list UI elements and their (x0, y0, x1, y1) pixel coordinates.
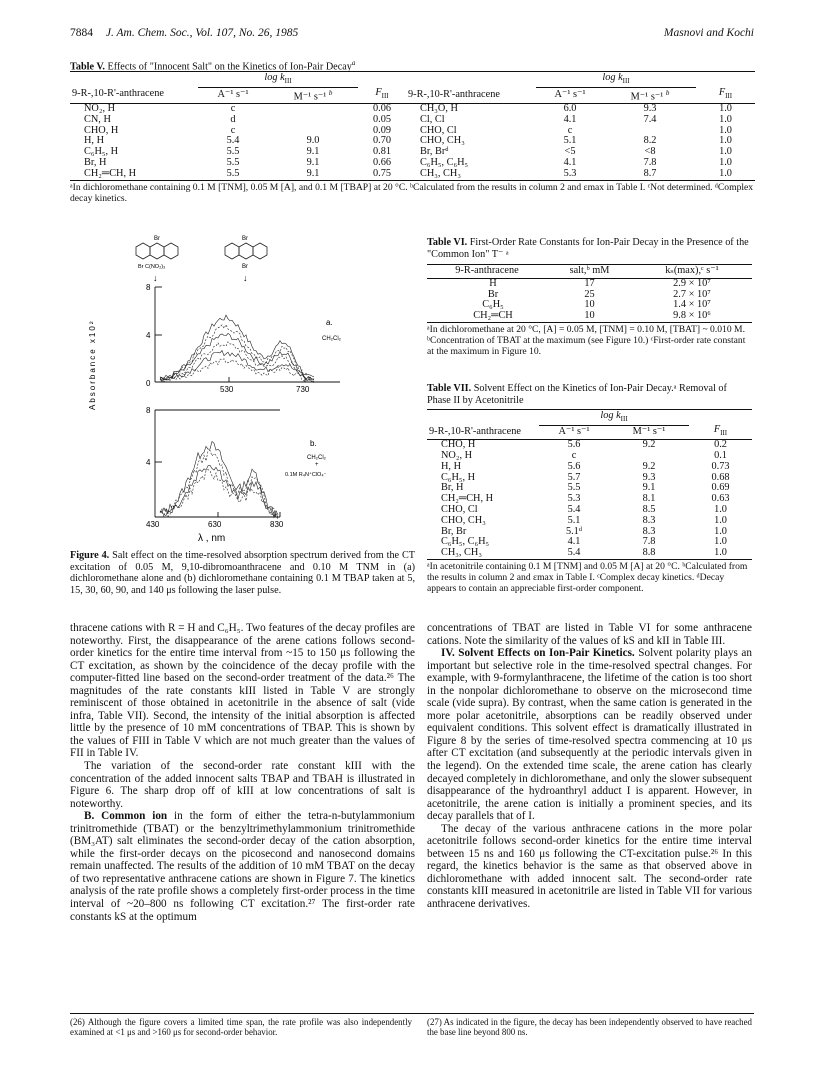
right-paragraph-3: The decay of the various anthracene cations in the more polar acetonitrile follows second-order kinetics for the entire time interval between 15 ns and 160 μs following the CT-excitation pulse.²⁶ In this regard, the kinetics behavior is the same as that observed above in dichloromethane with added innocent salt. The second-order rate constants kIII measured in acetonitrile are listed in Table VII for various anthracene derivatives. (427, 822, 752, 911)
table5-cell: 9.1 (306, 167, 320, 179)
table6-cell: H (489, 277, 497, 289)
table5-cell: 9.1 (306, 157, 320, 169)
table5-cell: 0.66 (372, 157, 392, 169)
table5-cell: CH₃, CH₃ (420, 167, 461, 179)
table7-cell: 7.8 (642, 536, 656, 548)
a-xtick-730: 730 (296, 385, 310, 394)
table5-cell: CHO, Cl (420, 124, 457, 136)
table5-cell: 9.3 (643, 103, 657, 115)
table5-cell: 1.0 (719, 167, 732, 179)
panel-b-label: b. (310, 439, 317, 448)
table7-cell: H, H (441, 460, 462, 472)
table6-caption: Table VI. First-Order Rate Constants for Ion-Pair Decay in the Presence of the "Common Ion" T⁻ ᵃ (427, 237, 749, 260)
table5-cell: CN, H (84, 113, 111, 125)
table5-cell: 9.1 (306, 146, 320, 158)
table5-cell: C₆H₅, H (84, 146, 119, 158)
panel-a-label: a. (326, 318, 333, 327)
arrow-down-left: ↓ (153, 273, 158, 283)
table7-cell: CH₃, CH₃ (441, 547, 482, 559)
table6-cell: Br (487, 288, 499, 300)
table5-cell: 5.5 (226, 146, 240, 158)
table6-header-row: 9-R-anthracene salt,ᵇ mM kₛ(max),ᶜ s⁻¹ (427, 265, 752, 279)
left-paragraph-2: The variation of the second-order rate constant kIII with the concentration of the added innocent salts TBAP and TBAH is illustrated in Figure 6. The sharp drop off of kIII at low concentrations of salt is noteworthy. (70, 760, 415, 810)
table5-cell: 5.4 (226, 135, 240, 147)
page-number: 7884 (70, 27, 93, 39)
table5-cell: 0.06 (372, 103, 392, 115)
table5-cell: 1.0 (719, 157, 732, 169)
table5-cell: 1.0 (719, 135, 732, 147)
figure4-svg (70, 230, 415, 548)
table7-cell: 1.0 (714, 525, 727, 537)
a-xtick-530: 530 (220, 385, 234, 394)
table5-cell: 8.7 (643, 167, 657, 179)
table5-group-head-left: $\log k_{III}$ (198, 72, 358, 88)
table5-cell: d (230, 113, 236, 125)
table7-cell: CHO, H (441, 439, 476, 451)
table6-row (427, 278, 752, 289)
b-tick-8: 8 (146, 406, 151, 415)
table5-cell: Cl, Cl (420, 113, 445, 125)
table5-cell: CHO, CH₃ (420, 135, 465, 147)
table7-cell: CHO, CH₃ (441, 514, 486, 526)
table7-cell: Br, H (441, 482, 464, 494)
b-tick-4: 4 (146, 458, 151, 467)
table7-cell: C₆H₅, H (441, 471, 476, 483)
table7-row (427, 473, 752, 484)
table5-cell: <8 (644, 146, 656, 158)
a-tick-0: 0 (146, 379, 151, 388)
table6-cell: 10 (584, 310, 595, 322)
table5-cell: c (230, 124, 236, 136)
struct-left-label: Br C(NO₂)₃ (138, 264, 166, 270)
table5-group-head-right: $\log k_{III}$ (536, 72, 696, 88)
running-header (70, 27, 754, 43)
table7-cell: 9.2 (642, 439, 656, 451)
right-paragraph-1: concentrations of TBAT are listed in Table VI for some anthracene cations. Note the similarity of the values of kS and kII in Table III. (427, 622, 752, 647)
journal-citation: J. Am. Chem. Soc., Vol. 107, No. 26, 1985 (105, 27, 299, 39)
table5-row (70, 169, 755, 180)
spectrum-trace (160, 470, 278, 518)
table5-cell: 5.5 (226, 167, 240, 179)
x-axis-label: λ , nm (198, 533, 226, 544)
table5-cell: <5 (564, 146, 576, 158)
spectrum-trace (160, 465, 278, 517)
b-xtick-830: 830 (270, 520, 284, 529)
table5-cell (268, 104, 358, 115)
table7-cell: 0.69 (711, 482, 730, 494)
table6-cell: 2.7 × 10⁷ (673, 288, 711, 300)
table5-cell: 1.0 (719, 113, 732, 125)
panel-b-frame (155, 410, 280, 517)
b-xtick-630: 630 (208, 520, 222, 529)
table5-cell: 0.81 (372, 146, 392, 158)
table7-cell: 8.3 (642, 525, 656, 537)
table6-row (427, 311, 752, 322)
table5-row (70, 115, 755, 126)
table7-cell: 1.0 (714, 547, 727, 559)
spectrum-trace (160, 342, 314, 382)
authors: Masnovi and Kochi (663, 27, 754, 39)
panel-b-solvent: CH₂Cl₂ (307, 455, 326, 461)
figure4 (70, 230, 415, 548)
table7-cell: c (571, 449, 577, 461)
table7-row (427, 548, 752, 559)
spectrum-trace (160, 351, 314, 382)
footnote-26: (26) Although the figure covers a limited time span, the rate profile was also independently examined at <1 μs and >160 μs for second-order behavior. (70, 1017, 412, 1038)
table6-cell: CH₂═CH (473, 310, 513, 322)
table5-cell: 9.0 (306, 135, 320, 147)
table7-cell: 4.1 (567, 536, 581, 548)
table7-cell: 8.1 (642, 493, 656, 505)
table5-cell: Br, H (84, 157, 107, 169)
table5-cell: 0.70 (372, 135, 392, 147)
table5-cell: c (567, 124, 573, 136)
table7-row (427, 440, 752, 451)
table6-cell: 1.4 × 10⁷ (673, 299, 711, 311)
table5-cell: 4.1 (563, 157, 577, 169)
table7-cell: CH₂═CH, H (441, 493, 494, 505)
table5-cell: 0.05 (372, 113, 392, 125)
table7-cell: 5.6 (567, 439, 581, 451)
right-column-text (427, 622, 752, 911)
table7-cell: 5.1ᵈ (565, 525, 583, 537)
table7-grid (427, 409, 752, 559)
table7 (427, 409, 752, 594)
table7-row (427, 451, 752, 462)
table7-cell: 0.2 (714, 439, 727, 451)
table5-cell: 0.75 (372, 167, 392, 179)
table7-cell: 1.0 (714, 514, 727, 526)
table7-cell: 1.0 (714, 536, 727, 548)
table5-cell: 6.0 (563, 103, 577, 115)
table5-cell: c (230, 103, 236, 115)
table5-cell: 8.2 (643, 135, 657, 147)
table7-row (427, 516, 752, 527)
table5-cell: 0.09 (372, 124, 392, 136)
panel-b-salt: 0.1M R₄N⁺ClO₄⁻ (285, 472, 327, 478)
table7-cell: 0.63 (711, 493, 730, 505)
table5-cell: Br, Brᵈ (420, 146, 449, 158)
table7-cell: 5.3 (567, 493, 581, 505)
panel-b-plus: + (315, 462, 319, 468)
left-column-text (70, 622, 415, 923)
a-tick-8: 8 (146, 283, 151, 292)
struct-left-br: Br (154, 236, 160, 242)
spectrum-trace (160, 359, 314, 383)
table7-cell: 0.68 (711, 471, 730, 483)
table6-cell: 10 (584, 299, 595, 311)
table5-cell: C₆H₅, C₆H₅ (420, 157, 469, 169)
table7-cell: 1.0 (714, 503, 727, 515)
y-axis-label: Absorbance x10² (88, 319, 97, 410)
table7-cell: 0.73 (711, 460, 730, 472)
table7-cell: 5.1 (567, 514, 581, 526)
table7-cell: Br, Br (441, 525, 467, 537)
spectrum-trace (160, 442, 278, 517)
table7-cell: 8.5 (642, 503, 656, 515)
table6-footnote: ᵃIn dichloromethane at 20 °C, [A] = 0.05 M, [TNM] = 0.10 M, [TBAT] ~ 0.010 M. ᵇConcentration of TBAT at the maximum (see Figure 10.) ᶜFirst-order rate constant at the maximum in Figure 10. (427, 322, 752, 357)
table7-cell: 5.4 (567, 547, 581, 559)
struct-right-br-top: Br (242, 236, 248, 242)
table7-cell: 0.1 (714, 449, 727, 461)
dibromoanthracene-structure-left (136, 243, 178, 259)
table5-cell: 1.0 (719, 124, 732, 136)
table7-cell: 5.4 (567, 503, 581, 515)
table5-cell: 7.8 (643, 157, 657, 169)
table5-cell (268, 115, 358, 126)
table7-row (427, 462, 752, 473)
panel-b-traces (160, 442, 278, 519)
table7-cell: C₆H₅, C₆H₅ (441, 536, 490, 548)
table5-cell: CH₃O, H (420, 103, 458, 115)
table7-header-row: 9-R-,10-R'-anthracene A⁻¹ s⁻¹ M⁻¹ s⁻¹ $F_{III}$ (427, 425, 752, 439)
table5 (70, 71, 755, 204)
table6-cell: 9.8 × 10⁶ (673, 310, 711, 322)
table5-cell: 1.0 (719, 146, 732, 158)
table5-footnote: ᵃIn dichloromethane containing 0.1 M [TNM], 0.05 M [A], and 0.1 M [TBAP] at 20 °C. ᵇCalculated from the results in column 2 and εmax in Table I. ᶜNot determined. ᵈComplex decay kinetics. (70, 181, 754, 204)
table6-cell: 17 (584, 277, 595, 289)
table7-cell: 5.6 (567, 460, 581, 472)
table5-cell: H, H (84, 135, 105, 147)
panel-a-traces (160, 315, 314, 383)
table7-cell: 9.1 (642, 482, 656, 494)
table5-cell: 1.0 (719, 103, 732, 115)
struct-right-br-bottom: Br (242, 264, 248, 270)
table7-cell: 8.3 (642, 514, 656, 526)
table5-grid (70, 71, 755, 180)
table7-cell: 9.3 (642, 471, 656, 483)
table5-cell: 4.1 (563, 113, 577, 125)
footnote-27: (27) As indicated in the figure, the decay has been independently observed to have reached the base line beyond 800 ns. (427, 1017, 752, 1038)
table7-caption: Table VII. Solvent Effect on the Kinetics of Ion-Pair Decay.ᵃ Removal of Phase II by Acetonitrile (427, 383, 727, 406)
table5-cell: 5.5 (226, 157, 240, 169)
table5-cell: 5.1 (563, 135, 577, 147)
dibromoanthracene-structure-right (225, 243, 267, 259)
table7-cell: 9.2 (642, 460, 656, 472)
table5-cell: CHO, H (84, 124, 119, 136)
table5-cell: CH₂═CH, H (84, 167, 137, 179)
table5-header-row: 9-R-,10-R'-anthracene A⁻¹ s⁻¹ M⁻¹ s⁻¹ $^b$ $F_{III}$ 9-R-,10-R'-anthracene A⁻¹ s⁻¹ M⁻¹ s⁻¹ $^b$ $F_{III}$ (70, 87, 755, 103)
table7-cell: CHO, Cl (441, 503, 478, 515)
a-tick-4: 4 (146, 331, 151, 340)
table5-cell: NO₂, H (84, 103, 116, 115)
footnote-rule (70, 1013, 754, 1014)
right-paragraph-2: IV. Solvent Effects on Ion-Pair Kinetics. Solvent polarity plays an important but selective role in the time-resolved spectral changes. For example, with 9-formylanthracene, the lifetime of the cation is too short in the nonpolar dichloromethane to observe on the microsecond time scale (vide supra). By contrast, when the same cation is generated in the more polar acetonitrile, absorptions can be readily observed under equivalent conditions. This solvent effect is dramatically illustrated in Figure 8 by the series of time-resolved spectra commencing at 10 μs after CT excitation (and subsequently at the periodic intervals given in the legend). On the extended time scale, the arene cation has clearly decayed completely in dichloromethane, and only the slower subsequent disappearance of the hydroanthryl adduct I is apparent. However, in acetonitrile, the arene cation is initially a prominent species, and its decay parallels that of I. (427, 647, 752, 823)
table7-cell: 5.5 (567, 482, 581, 494)
table6-cell: 2.9 × 10⁷ (673, 277, 711, 289)
table7-cell: NO₂, H (441, 449, 473, 461)
table7-cell: 8.8 (642, 547, 656, 559)
spectrum-trace (160, 450, 278, 518)
arrow-down-right: ↓ (243, 273, 248, 283)
table5-cell: 7.4 (643, 113, 657, 125)
table7-cell: 5.7 (567, 471, 581, 483)
table6 (427, 264, 752, 357)
table6-cell: 25 (584, 288, 595, 300)
b-xtick-430: 430 (146, 520, 160, 529)
panel-a-solvent: CH₂Cl₂ (322, 336, 341, 342)
table7-group-head: $\log k_{III}$ (539, 410, 689, 426)
table5-caption: Table V. Effects of "Innocent Salt" on the Kinetics of Ion-Pair Decay$^a$ (70, 59, 356, 73)
table5-cell: 5.3 (563, 167, 577, 179)
spectrum-trace (160, 325, 314, 382)
left-paragraph-1: thracene cations with R = H and C₆H₅. Two features of the decay profiles are noteworthy. First, the disappearance of the arene cations follows second-order kinetics for the entire time interval from ~15 to 150 μs following the CT excitation, as shown by the coincidence of the decay profile with the computer-fitted line based on the second-order treatment of the data.²⁶ The magnitudes of the rate constants kIII listed in Table V are strongly reminiscent of those obtained in acetonitrile in the absence of salt (vide infra, Table VII). Second, the intensity of the initial absorption is affected little by the presence of 10 mM concentrations of TBAP. This is shown by the values of FIII in Table V which are not much greater than the values of FII in Table IV. (70, 622, 415, 760)
table6-grid (427, 264, 752, 322)
table6-cell: C₆H₅ (482, 299, 504, 311)
left-paragraph-3: B. Common ion in the form of either the tetra-n-butylammonium trinitromethide (TBAT) or the benzyltrimethylammonium trinitromethide (BM₃AT) salt eliminates the second-order decay of the cation absorption, while the first-order decays on the picosecond and nanosecond domains remain unaffected. The results of the addition of 10 mM TBAT on the decay of two representative anthracene cations are shown in Figure 7. The kinetics analysis of the rate profile shows a completely first-order process in the time interval of ~20–800 ns following CT excitation.²⁷ The first-order rate constants kS at the optimum (70, 810, 415, 923)
table7-footnote: ᵃIn acetonitrile containing 0.1 M [TNM] and 0.05 M [A] at 20 °C. ᵇCalculated from the results in column 2 and εmax in Table I. ᶜComplex decay kinetics. ᵈDecay appears to contain an appreciable first-order component. (427, 559, 752, 594)
figure4-caption: Figure 4. Salt effect on the time-resolved absorption spectrum derived from the CT excitation of 0.05 M, 9,10-dibromoanthracene and 0.10 M TNM in (a) dichloromethane alone and (b) dichloromethane containing 0.1 M TBAP taken at 5, 15, 30, 60, 90, and 140 μs following the laser pulse. (70, 550, 415, 596)
